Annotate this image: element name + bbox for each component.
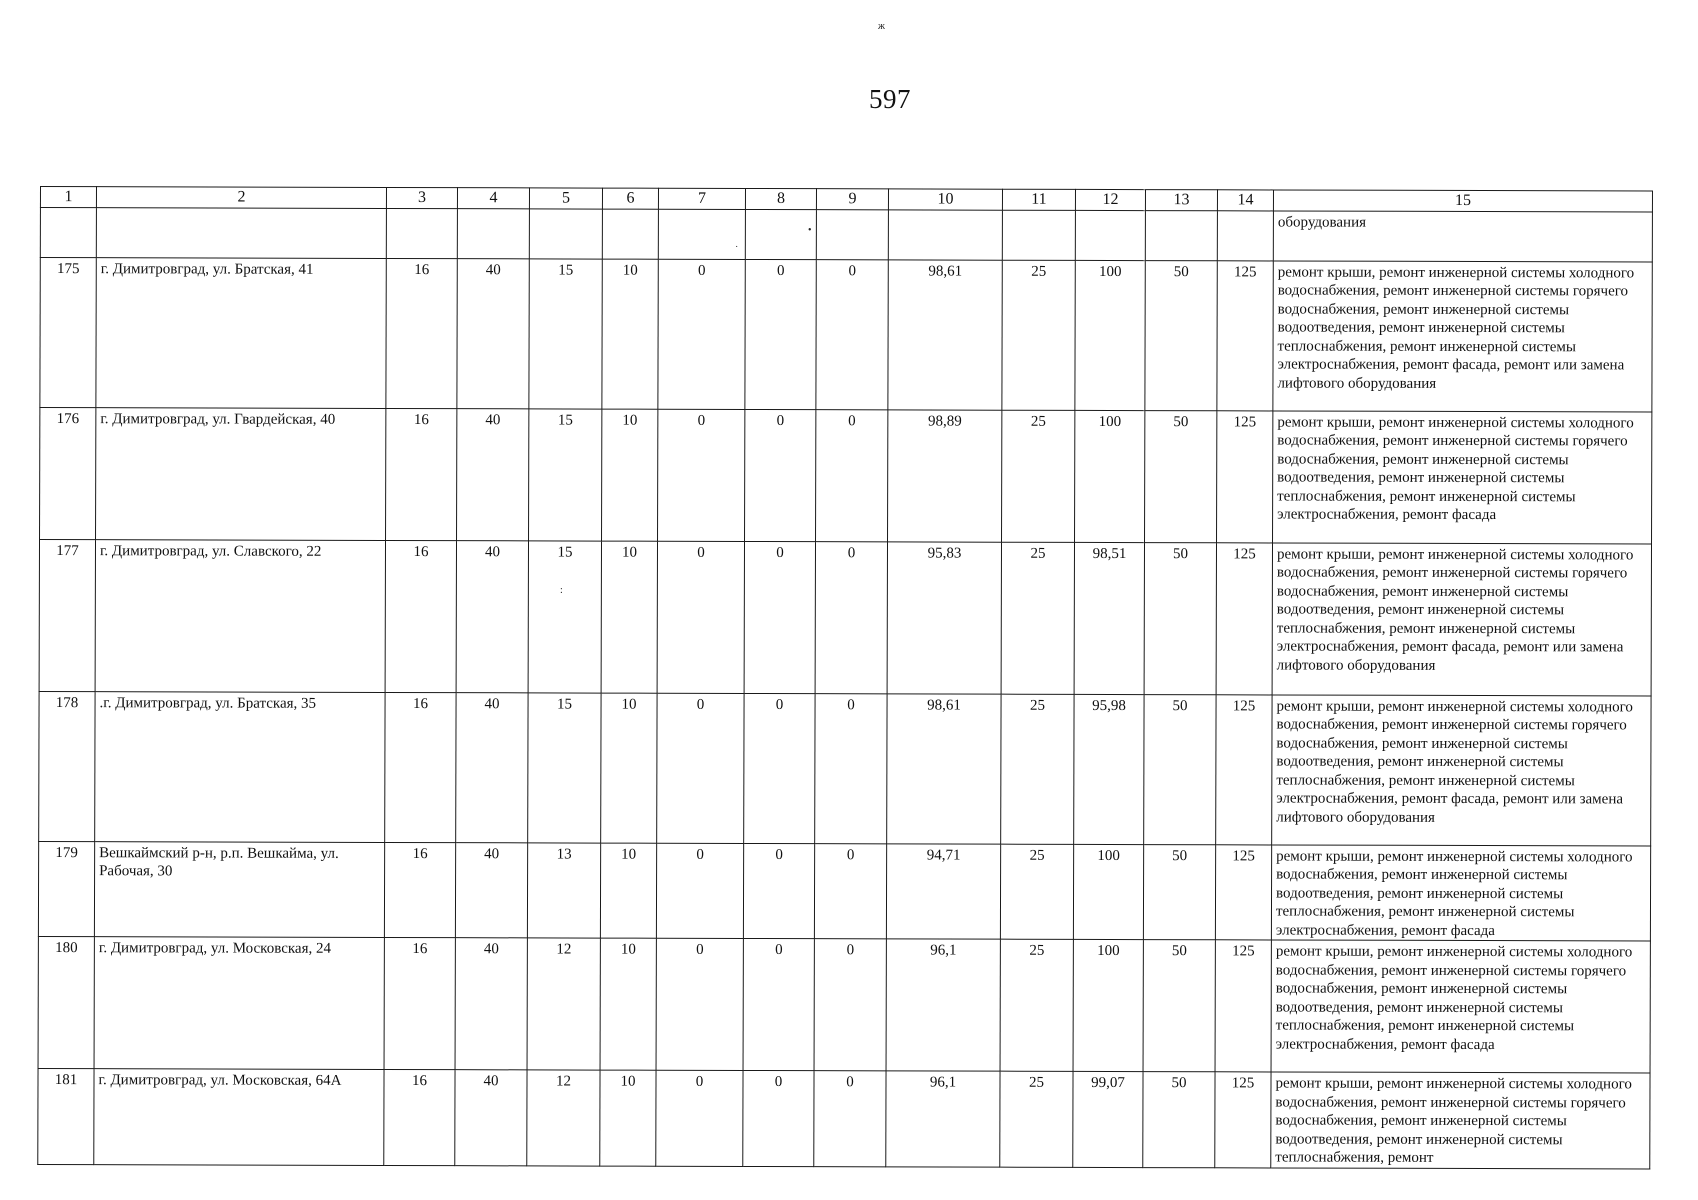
value-cell: 98,61 [887,693,1001,843]
scan-speck: : [560,585,563,596]
table-row [38,1068,1650,1168]
value-cell: 10 [600,938,656,1070]
value-cell: 12 [527,938,600,1070]
value-cell: 10 [600,1070,656,1166]
table-row [40,257,1652,412]
value-cell: 0 [658,259,745,409]
row-number: 181 [38,1068,94,1164]
value-cell: 96,1 [886,939,1000,1071]
value-cell: 10 [601,693,657,843]
value-cell: 50 [1144,694,1216,844]
value-cell: 15 [528,540,601,692]
row-number: 177 [39,539,95,691]
address-cell: Вешкаймский р-н, р.п. Вешкайма, ул. Рабочая, 30 [94,841,384,937]
value-cell: 0 [814,1071,886,1167]
row-number: 175 [40,257,96,407]
value-cell: 10 [602,409,658,541]
row-number: 180 [38,936,94,1068]
value-cell: 100 [1073,939,1143,1071]
value-cell: 125 [1217,260,1273,410]
value-cell: 0 [815,541,887,693]
column-number: 4 [457,188,529,209]
value-cell: 25 [1002,410,1075,542]
value-cell: 40 [457,408,529,540]
value-cell: 99,07 [1073,1071,1143,1167]
value-cell: 16 [386,258,457,408]
value-cell: 25 [1000,844,1073,940]
value-cell: 98,89 [888,409,1002,541]
column-number: 15 [1273,190,1652,212]
value-cell: 0 [744,693,815,843]
scan-speck: ˙ [735,245,739,256]
value-cell: 0 [816,259,888,409]
value-cell: 50 [1144,542,1216,694]
address-cell: г. Димитровград, ул. Московская, 24 [94,937,384,1070]
capital-repair-table [37,186,1653,1169]
value-cell: 0 [656,1070,743,1166]
value-cell: 0 [745,409,816,541]
value-cell: 10 [602,259,658,409]
works-cell: ремонт крыши, ремонт инженерной системы холодного водоснабжения, ремонт инженерной системы горячего водоснабжения, ремонт инженерной системы водоотведения, ремонт инженерной системы теплоснабжения, ремонт инженерной системы электроснабжения, ремонт фасада [1271,940,1650,1073]
value-cell: 0 [743,938,814,1070]
continuation-works-cell: оборудования [1273,210,1652,261]
column-number: 11 [1002,189,1075,210]
value-cell: 0 [656,938,743,1070]
value-cell: 98,61 [888,259,1002,409]
value-cell: 10 [600,843,656,939]
value-cell: 125 [1215,1072,1271,1168]
address-cell: г. Димитровград, ул. Московская, 64А [94,1069,384,1165]
value-cell: 0 [658,409,745,541]
column-number: 3 [386,187,457,208]
table-row [39,691,1651,846]
value-cell: 100 [1075,260,1145,410]
table-row [38,841,1650,941]
works-cell: ремонт крыши, ремонт инженерной системы холодного водоснабжения, ремонт инженерной системы горячего водоснабжения, ремонт инженерной системы водоотведения, ремонт инженерной системы теплоснабжения, ремонт инженерной системы электроснабжения, ремонт фасада, ремонт или замена лифтового оборудования [1273,260,1652,411]
value-cell: 13 [527,842,600,938]
value-cell: 94,71 [886,843,1000,939]
table-row [40,407,1652,544]
works-cell: ремонт крыши, ремонт инженерной системы холодного водоснабжения, ремонт инженерной системы горячего водоснабжения, ремонт инженерной системы водоотведения, ремонт инженерной системы теплоснабжения, ремонт [1271,1072,1650,1169]
works-cell: ремонт крыши, ремонт инженерной системы холодного водоснабжения, ремонт инженерной системы горячего водоснабжения, ремонт инженерной системы водоотведения, ремонт инженерной системы теплоснабжения, ремонт инженерной системы электроснабжения, ремонт фасада [1273,410,1652,543]
works-cell: ремонт крыши, ремонт инженерной системы холодного водоснабжения, ремонт инженерной системы водоотведения, ремонт инженерной системы теплоснабжения, ремонт инженерной системы электроснабжения, ремонт фасада [1271,844,1650,941]
value-cell: 50 [1145,410,1217,542]
value-cell: 0 [816,409,888,541]
value-cell: 0 [743,1070,814,1166]
column-number: 6 [602,188,658,209]
row-number: 179 [38,841,94,937]
value-cell: 15 [528,692,601,842]
column-number: 8 [745,188,816,209]
works-cell: ремонт крыши, ремонт инженерной системы холодного водоснабжения, ремонт инженерной системы горячего водоснабжения, ремонт инженерной системы водоотведения, ремонт инженерной системы теплоснабжения, ремонт инженерной системы электроснабжения, ремонт фасада, ремонт или замена лифтового оборудования [1272,694,1651,845]
address-cell: г. Димитровград, ул. Гвардейская, 40 [96,407,386,540]
value-cell: 25 [1001,542,1074,694]
column-number: 9 [816,189,888,210]
value-cell: 0 [745,259,816,409]
value-cell: 16 [385,692,456,842]
value-cell: 125 [1217,410,1273,542]
value-cell: 0 [744,541,815,693]
page-number: 597 [869,84,911,114]
value-cell: 25 [1000,1071,1073,1167]
scan-speck: • [808,225,812,236]
value-cell: 40 [455,1070,527,1166]
value-cell: 96,1 [886,1071,1000,1167]
value-cell: 100 [1075,410,1145,542]
value-cell: 0 [814,939,886,1071]
value-cell: 40 [456,540,528,692]
address-cell: г. Димитровград, ул. Братская, 41 [96,257,386,408]
value-cell: 25 [1001,694,1074,844]
column-number: 13 [1145,190,1217,211]
value-cell: 0 [656,843,743,939]
column-number: 14 [1217,190,1273,211]
column-number: 12 [1075,189,1145,210]
value-cell: 50 [1143,1072,1215,1168]
value-cell: 0 [657,693,744,843]
value-cell: 12 [527,1070,600,1166]
address-cell: г. Димитровград, ул. Славского, 22 [95,539,385,692]
value-cell: 15 [529,408,602,540]
value-cell: 50 [1145,260,1217,410]
value-cell: 15 [529,258,602,408]
value-cell: 16 [386,408,457,540]
table-row [39,539,1651,696]
address-cell: .г. Димитровград, ул. Братская, 35 [95,691,385,842]
row-number: 176 [40,407,96,539]
value-cell: 125 [1215,844,1271,940]
continuation-row [40,207,1652,262]
value-cell: 40 [455,938,527,1070]
value-cell: 16 [384,937,455,1069]
value-cell: 100 [1073,844,1143,940]
value-cell: 125 [1215,940,1271,1072]
value-cell: 95,83 [887,541,1001,693]
value-cell: 40 [455,842,527,938]
column-number: 10 [888,189,1002,210]
value-cell: 98,51 [1074,542,1144,694]
value-cell: 0 [814,843,886,939]
column-number: 1 [40,187,96,208]
column-number: 7 [658,188,745,209]
value-cell: 10 [601,541,657,693]
value-cell: 25 [1000,939,1073,1071]
value-cell: 0 [657,541,744,693]
value-cell: 16 [384,842,455,938]
value-cell: 40 [457,258,529,408]
column-number: 2 [96,187,386,208]
works-cell: ремонт крыши, ремонт инженерной системы холодного водоснабжения, ремонт инженерной системы горячего водоснабжения, ремонт инженерной системы водоотведения, ремонт инженерной системы теплоснабжения, ремонт инженерной системы электроснабжения, ремонт фасада, ремонт или замена лифтового оборудования [1272,542,1651,695]
value-cell: 16 [384,1069,455,1165]
value-cell: 40 [456,692,528,842]
value-cell: 50 [1143,940,1215,1072]
value-cell: 125 [1216,694,1272,844]
value-cell: 50 [1143,844,1215,940]
value-cell: 0 [815,693,887,843]
value-cell: 16 [385,540,456,692]
scan-speck: ж [878,21,885,32]
table-row [38,936,1650,1073]
value-cell: 25 [1002,260,1075,410]
column-number: 5 [529,188,602,209]
value-cell: 95,98 [1074,694,1144,844]
row-number: 178 [39,691,95,841]
value-cell: 125 [1216,542,1272,694]
value-cell: 0 [743,843,814,939]
